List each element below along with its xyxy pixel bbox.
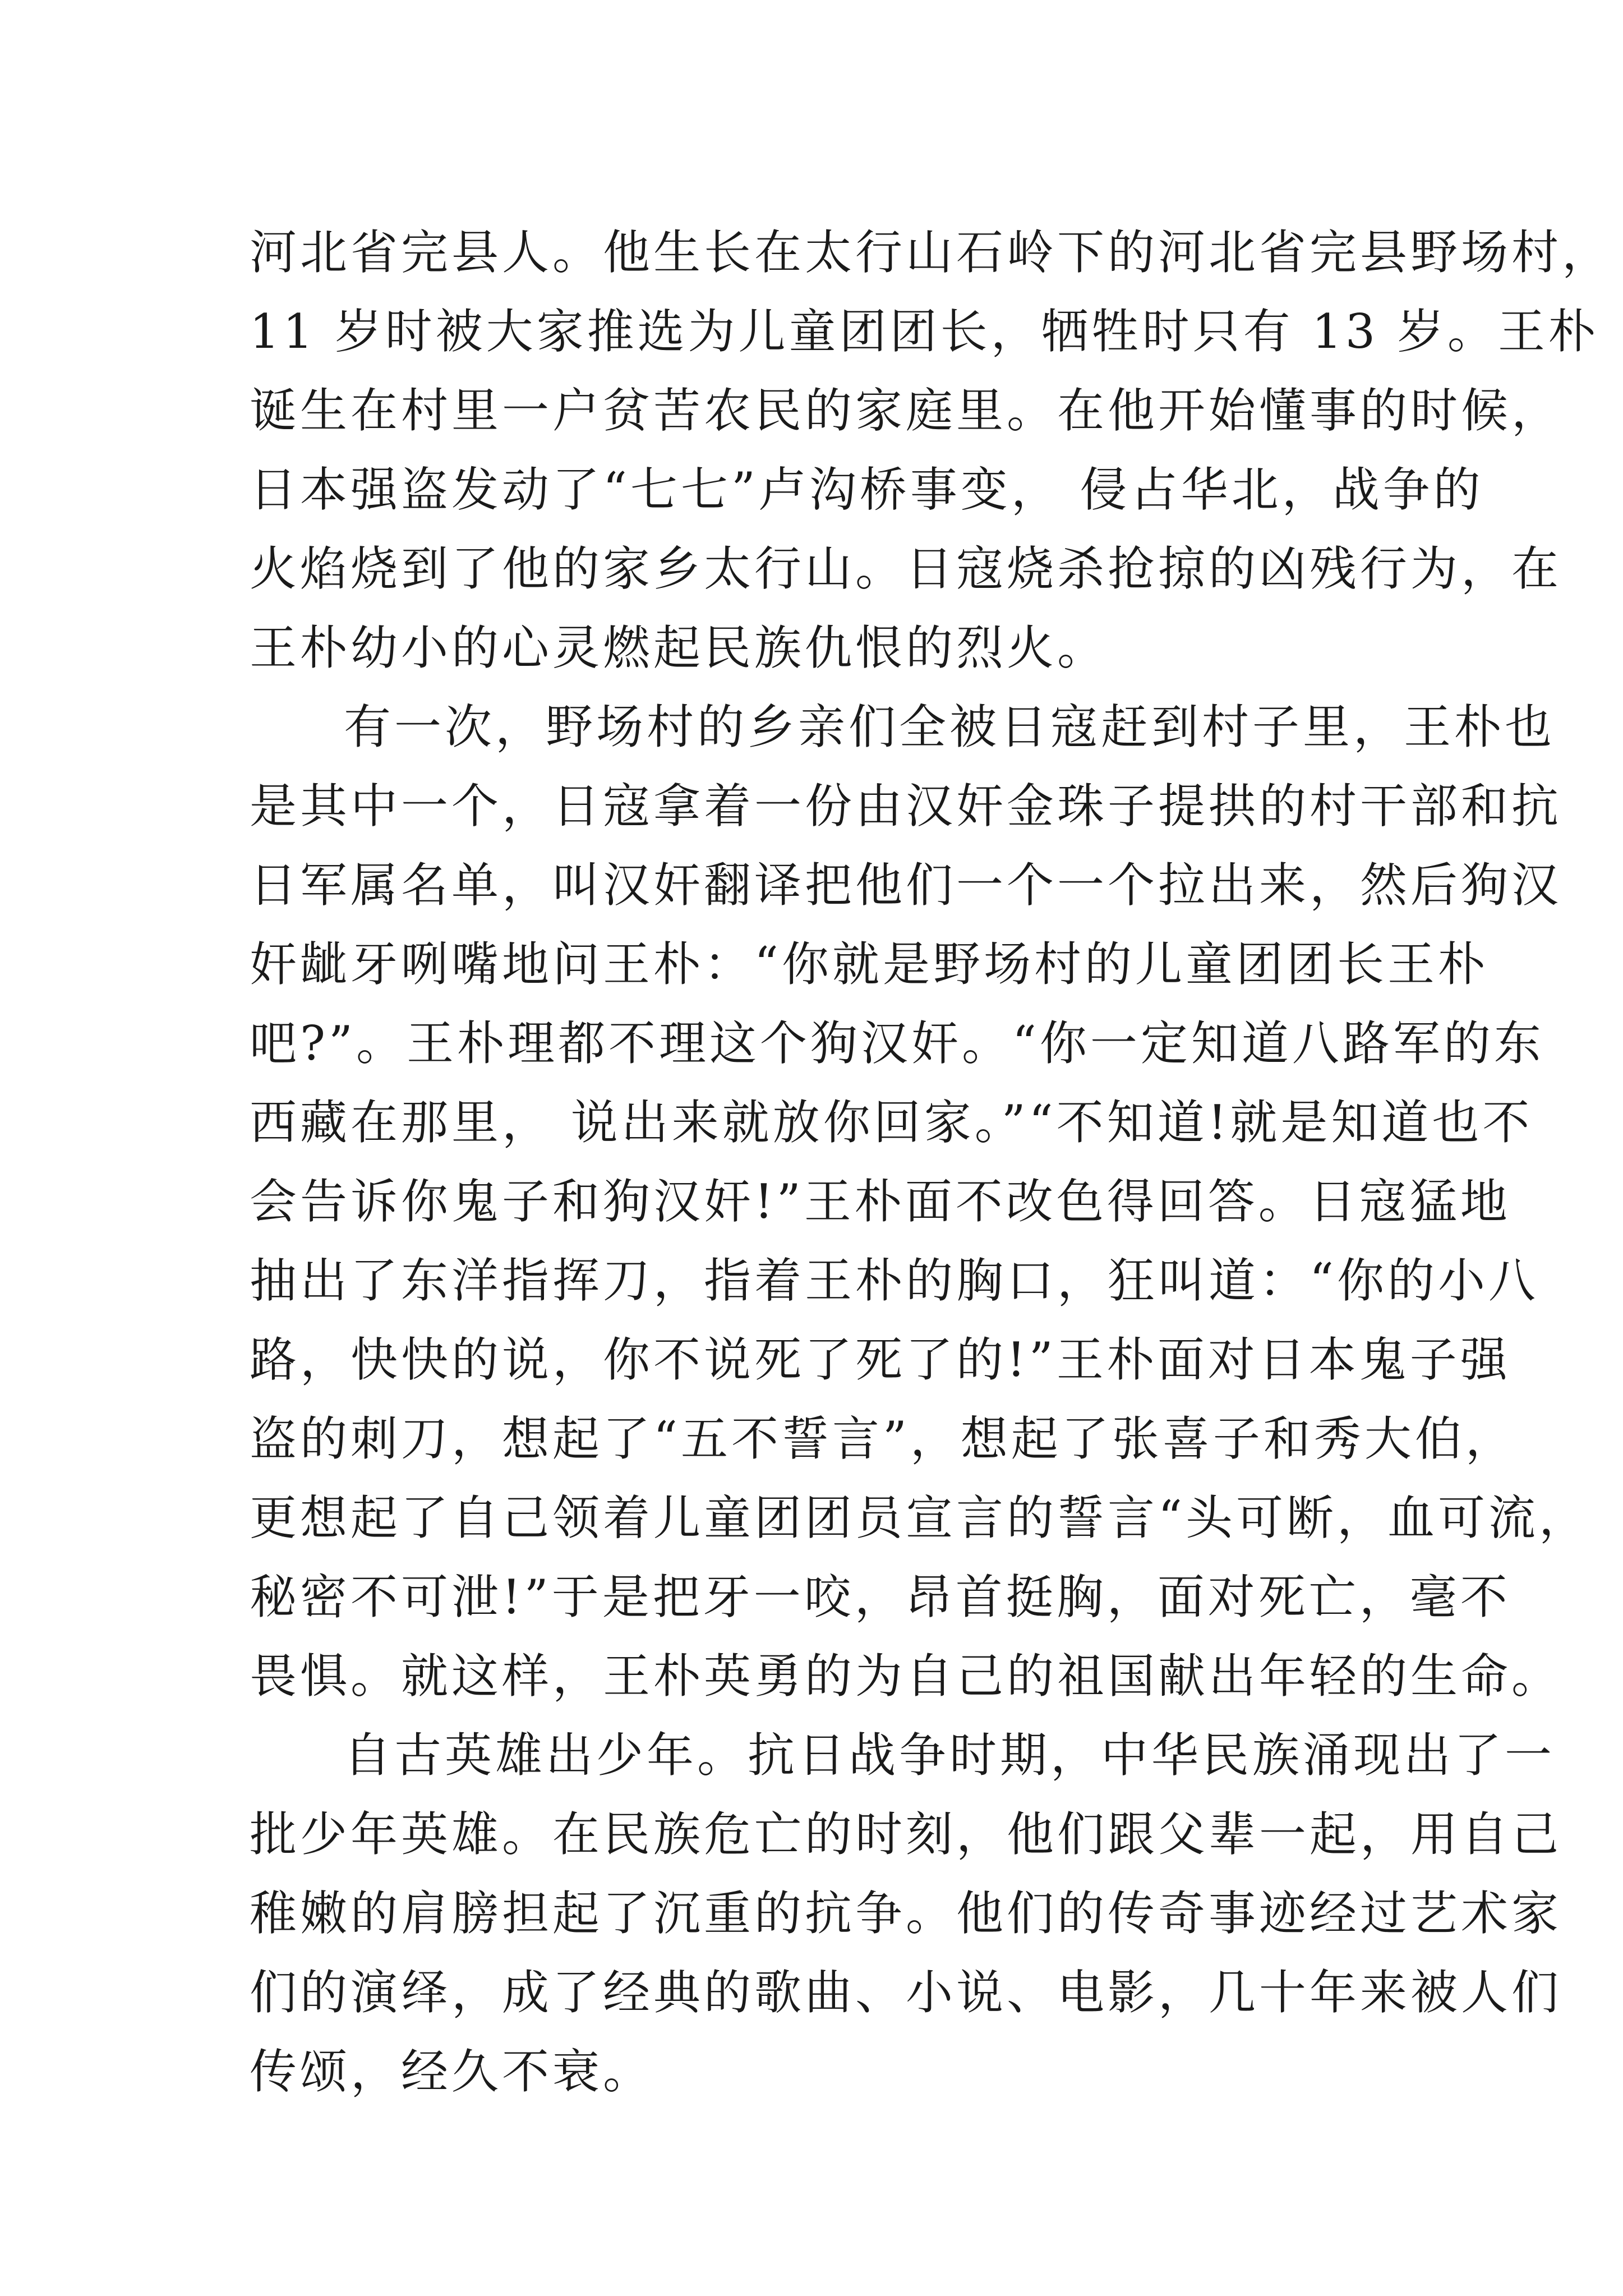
paragraph-3-line-5: 传颂，经久不衰。: [250, 2044, 654, 2099]
paragraph-2-line-9: 路，快快的说，你不说死了死了的!”王朴面对日本鬼子强: [250, 1332, 1511, 1387]
paragraph-2-line-1: 有一次，野场村的乡亲们全被日寇赶到村子里，王朴也: [344, 700, 1556, 754]
paragraph-1-line-5: 火焰烧到了他的家乡太行山。日寇烧杀抢掠的凶残行为，在: [250, 541, 1562, 596]
paragraph-2-line-10: 盗的刺刀，想起了“五不誓言”，想起了张喜子和秀大伯，: [250, 1411, 1516, 1466]
paragraph-2-line-13: 畏惧。就这样，王朴英勇的为自己的祖国献出年轻的生命。: [250, 1649, 1562, 1704]
paragraph-2-line-5: 吧?”。王朴理都不理这个狗汉奸。“你一定知道八路军的东: [250, 1016, 1544, 1071]
paragraph-2-line-6: 西藏在那里， 说出来就放你回家。”“不知道!就是知道也不: [250, 1095, 1533, 1150]
document-body: [250, 213, 1613, 2111]
paragraph-2-line-11: 更想起了自己领着儿童团团员宣言的誓言“头可断，血可流，: [250, 1490, 1589, 1545]
paragraph-2-line-2: 是其中一个，日寇拿着一份由汉奸金珠子提拱的村干部和抗: [250, 779, 1562, 834]
paragraph-1-line-3: 诞生在村里一户贫苦农民的家庭里。在他开始懂事的时候，: [250, 383, 1562, 438]
paragraph-3-line-4: 们的演绎，成了经典的歌曲、小说、电影，几十年来被人们: [250, 1965, 1562, 2020]
paragraph-1-line-4: 日本强盗发动了“七七”卢沟桥事变， 侵占华北，战争的: [250, 462, 1484, 517]
paragraph-2-line-4: 奸龇牙咧嘴地问王朴：“你就是野场村的儿童团团长王朴: [250, 937, 1488, 992]
paragraph-3-line-2: 批少年英雄。在民族危亡的时刻，他们跟父辈一起，用自己: [250, 1807, 1562, 1862]
paragraph-2-line-3: 日军属名单，叫汉奸翻译把他们一个一个拉出来，然后狗汉: [250, 858, 1562, 913]
paragraph-1-line-1: 河北省完县人。他生长在太行山石岭下的河北省完县野场村，: [250, 225, 1613, 280]
paragraph-2-line-7: 会告诉你鬼子和狗汉奸!”王朴面不改色得回答。日寇猛地: [250, 1174, 1511, 1229]
paragraph-1-line-2: 11 岁时被大家推选为儿童团团长，牺牲时只有 13 岁。王朴: [250, 304, 1599, 359]
paragraph-2-line-8: 抽出了东洋指挥刀，指着王朴的胸口，狂叫道：“你的小八: [250, 1253, 1539, 1308]
paragraph-3-line-3: 稚嫩的肩膀担起了沉重的抗争。他们的传奇事迹经过艺术家: [250, 1886, 1562, 1941]
paragraph-2-line-12: 秘密不可泄!”于是把牙一咬，昂首挺胸，面对死亡，毫不: [250, 1570, 1511, 1625]
paragraph-3-line-1: 自古英雄出少年。抗日战争时期，中华民族涌现出了一: [344, 1728, 1556, 1783]
paragraph-1-line-6: 王朴幼小的心灵燃起民族仇恨的烈火。: [250, 620, 1108, 675]
